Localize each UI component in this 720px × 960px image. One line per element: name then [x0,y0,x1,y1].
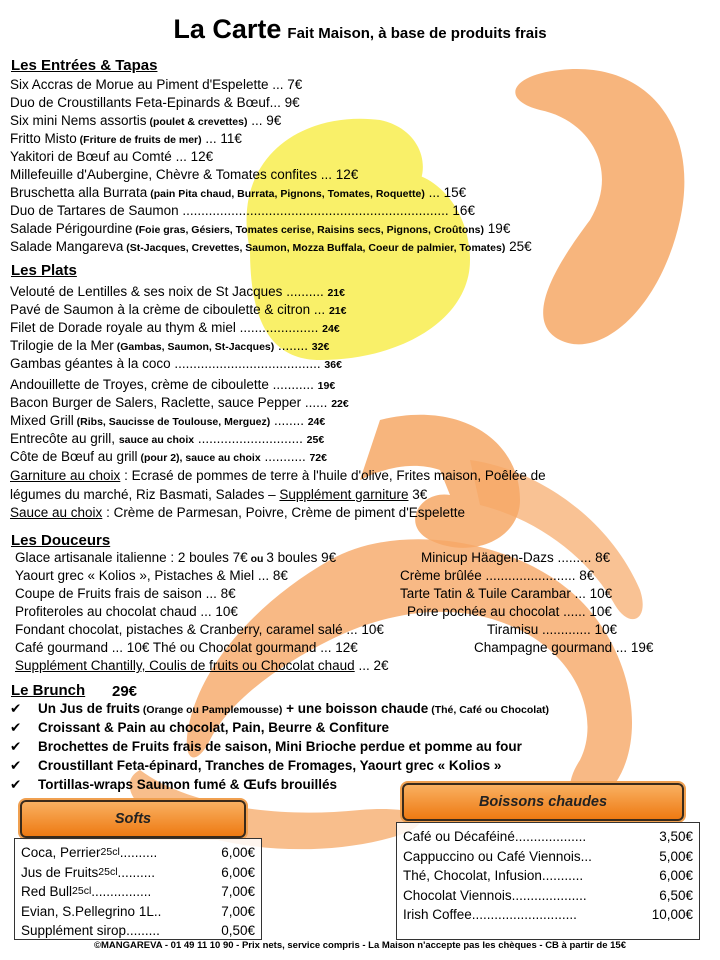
entree-separator: ... [171,149,191,164]
brunch-item-text: Croustillant Feta-épinard, Tranches de Fromages, Yaourt grec « Kolios » [38,758,502,773]
plat-name: Pavé de Saumon à la crème de ciboulette & citron [10,302,311,317]
brunch-item [10,757,549,776]
plat-separator: .......... [282,284,328,299]
check-icon: ✔ [10,777,22,792]
soft-dots: ......... [126,923,160,938]
entree-separator: ... [268,77,288,92]
entree-note: (Friture de fruits de mer) [76,134,202,146]
entree-note: (Foie gras, Gésiers, Tomates cerise, Raisins secs, Pignons, Croûtons) [132,224,485,236]
dessert-item-left: Coupe de Fruits frais de saison ... 8€ [15,586,236,601]
dessert-supplement: Supplément Chantilly, Coulis de fruits ou Chocolat chaud [15,658,355,673]
check-icon: ✔ [10,758,22,773]
entree-item [10,148,213,167]
hot-drink-item [403,905,693,925]
plat-item [10,376,335,395]
hot-drink-item [403,827,693,847]
entree-separator: ....................................................................... [178,203,453,218]
garniture-line [10,467,546,484]
hot-drink-item [403,847,693,867]
entree-separator: ... [269,95,285,110]
soft-volume: 25cl [72,885,92,897]
hot-drink-name: Irish Coffee [403,907,472,922]
soft-price: 6,00€ [221,864,255,880]
menu-title: La Carte [173,14,282,44]
plat-note: (Ribs, Saucisse de Toulouse, Merguez) [73,416,271,428]
soft-name: Jus de Fruits [21,864,99,880]
plat-item [10,301,346,320]
brunch-item [10,719,549,738]
dessert-item-right: Crème brûlée ........................ 8€ [400,568,595,583]
entree-price: 16€ [452,203,475,218]
entree-name: Duo de Croustillants Feta-Epinards & Bœuf [10,95,270,110]
soft-name: Supplément sirop [21,923,127,938]
hot-drink-name: Café ou Décaféiné [403,829,515,844]
section-heading-brunch [11,682,85,699]
sauce-line [10,504,465,521]
plat-name: Gambas géantes à la coco [10,356,171,371]
plat-item [10,319,340,338]
soft-price: 6,00€ [221,845,255,860]
soft-dots: .......... [117,864,156,880]
hot-drink-name: Thé, Chocolat, Infusion [403,868,542,883]
plat-note: (pour 2), sauce au choix [137,452,261,464]
hot-drink-price: 10,00€ [651,907,693,922]
plat-note: sauce au choix [118,434,195,446]
plat-price: 24€ [307,416,326,428]
entree-item [10,184,466,203]
plat-item [10,337,329,356]
hot-drink-price: 5,00€ [659,848,693,864]
plat-separator: ........... [260,449,310,464]
check-icon: ✔ [10,739,22,754]
plat-separator: ... [310,302,329,317]
soft-name: Coca, Perrier [21,845,101,860]
dessert-item-right: Tarte Tatin & Tuile Carambar ... 10€ [400,586,613,601]
hot-drink-price: 6,00€ [659,868,693,883]
soft-item [21,902,255,922]
entree-note: (pain Pita chaud, Burrata, Pignons, Tomates, Roquette) [147,188,425,200]
plat-price: 21€ [327,287,345,299]
entree-separator: ... [247,113,267,128]
entree-item [10,94,300,113]
entree-price: 7€ [287,77,303,92]
soft-price: 0,50€ [221,923,255,938]
dessert-supplement-line [15,657,388,674]
entree-note: (St-Jacques, Crevettes, Saumon, Mozza Buffala, Coeur de palmier, Tomates) [123,242,506,254]
entree-name: Millefeuille d'Aubergine, Chèvre & Tomates confites [10,167,317,182]
hot-drink-item [403,866,693,886]
dessert-glace-ou: ou [247,553,267,565]
hot-drink-dots: ................... [514,829,587,844]
plat-price: 21€ [328,305,347,317]
plat-price: 22€ [331,398,349,410]
plat-name: Bacon Burger de Salers, Raclette, sauce Pepper [10,395,302,410]
plat-item [10,283,345,302]
plat-note: (Gambas, Saumon, St-Jacques) [113,341,275,353]
soft-dots: .. [153,903,162,919]
soft-item [21,863,255,883]
hot-drink-dots: ... [580,848,592,864]
entree-separator: ... [424,185,444,200]
soft-item [21,843,255,863]
plat-price: 19€ [317,380,336,392]
entree-price: 9€ [284,95,300,110]
dessert-row-1 [15,549,336,568]
entree-price: 12€ [335,167,359,182]
soft-name: Red Bull [21,884,73,899]
softs-heading: Softs [114,811,152,827]
dessert-glace-a: Glace artisanale italienne : 2 boules 7€ [15,550,248,565]
dessert-item-right: Poire pochée au chocolat ...... 10€ [407,604,612,619]
entree-price: 11€ [220,131,242,146]
soft-dots: ................ [91,884,152,899]
entree-price: 25€ [509,239,532,254]
entree-note: (poulet & crevettes) [146,116,248,128]
entree-item [10,202,475,221]
plat-separator: ........... [268,377,318,392]
plat-item [10,412,325,431]
brunch-heading: Le Brunch [11,682,86,699]
boissons-chaudes-heading: Boissons chaudes [478,794,608,810]
plat-price: 25€ [306,434,325,446]
softs-box [14,838,262,940]
plat-price: 24€ [322,323,340,335]
soft-volume: 25cl [98,865,118,878]
dessert-supplement-price: ... 2€ [354,658,389,673]
plat-separator: ............................ [194,431,307,446]
sauce-label: Sauce au choix [10,505,103,520]
soft-price: 7,00€ [221,903,255,919]
plat-price: 36€ [324,359,342,371]
dessert-item-left: Café gourmand ... 10€ Thé ou Chocolat gourmand ... 12€ [15,640,358,655]
dessert-item-left: Profiteroles au chocolat chaud ... 10€ [15,604,238,619]
entree-price: 9€ [266,113,282,128]
plat-item [10,430,324,449]
brunch-item-text: Croissant & Pain au chocolat, Pain, Beurre & Confiture [38,720,390,735]
dessert-item-left: Yaourt grec « Kolios », Pistaches & Miel ... 8€ [15,568,288,583]
plat-item [10,448,327,467]
hot-drink-price: 3,50€ [659,829,693,844]
garniture-supplement-price: 3€ [408,487,428,502]
garniture-text-2: légumes du marché, Riz Basmati, Salades – [10,487,280,502]
garniture-supplement-label: Supplément garniture [279,487,409,502]
entree-separator: ... [317,167,336,182]
plat-separator: ........ [274,338,312,353]
plat-name: Andouillette de Troyes, crème de ciboulette [10,377,269,392]
dessert-item-right: Champagne gourmand ... 19€ [474,640,654,655]
entree-price: 12€ [190,149,214,164]
garniture-line-2 [10,486,427,503]
entree-item [10,76,302,95]
soft-item [21,921,255,941]
garniture-text: : Ecrasé de pommes de terre à l'huile d'olive, Frites maison, Poêlée de [120,468,546,483]
plat-name: Côte de Bœuf au grill [10,449,138,464]
plat-price: 72€ [309,452,327,464]
hot-drink-dots: ............................ [471,907,577,922]
section-heading-plats: Les Plats [11,262,77,279]
brunch-item-text-2: + une boisson chaude [282,701,429,716]
entree-price: 15€ [443,185,467,200]
plat-price: 32€ [311,341,330,353]
plat-separator: ..................... [235,320,323,335]
brunch-list [10,700,549,795]
entree-name: Six Accras de Morue au Piment d'Espelette [10,77,269,92]
brunch-item-note-2: (Thé, Café ou Chocolat) [428,704,550,716]
dessert-item-right: Tiramisu ............. 10€ [487,622,618,637]
check-icon: ✔ [10,720,22,735]
soft-name: Evian, S.Pellegrino 1L [21,903,154,919]
brunch-item-text: Brochettes de Fruits frais de saison, Mini Brioche perdue et pomme au four [38,739,522,754]
softs-list [21,843,255,941]
entree-item [10,130,242,149]
softs-heading-banner [20,800,246,838]
brunch-price: 29€ [112,683,138,700]
hot-drink-name: Chocolat Viennois [403,887,512,903]
plat-name: Velouté de Lentilles & ses noix de St Jacques [10,284,283,299]
brunch-item-note: (Orange ou Pamplemousse) [140,704,283,716]
soft-volume: 25cl [100,846,120,858]
soft-dots: .......... [119,845,158,860]
section-heading-entrees: Les Entrées & Tapas [11,57,158,74]
plat-item [10,394,349,413]
boissons-chaudes-box [396,822,700,940]
entree-name: Duo de Tartares de Saumon [10,203,179,218]
menu-header [0,14,720,45]
entree-item [10,166,358,185]
plat-name: Trilogie de la Mer [10,338,114,353]
entree-item [10,112,281,131]
boissons-chaudes-heading-banner [402,783,684,821]
hot-drink-price: 6,50€ [659,887,693,903]
plat-separator: ....................................... [170,356,325,371]
entree-item [10,238,532,257]
entree-name: Bruschetta alla Burrata [10,185,148,200]
garniture-label: Garniture au choix [10,468,121,483]
soft-item [21,882,255,902]
hot-drink-item [403,886,693,906]
plat-separator: ...... [301,395,332,410]
brunch-item [10,700,549,719]
entree-name: Six mini Nems assortis [10,113,147,128]
dessert-item-left: Fondant chocolat, pistaches & Cranberry, caramel salé ... 10€ [15,622,384,637]
hot-drink-dots: .................... [511,887,587,903]
plat-name: Filet de Dorade royale au thym & miel [10,320,236,335]
check-icon: ✔ [10,701,22,716]
boissons-chaudes-list [403,827,693,925]
entree-name: Salade Mangareva [10,239,124,254]
dessert-row-1-right: Minicup Häagen-Dazs ......... 8€ [421,550,611,565]
entree-separator: ... [201,131,221,146]
entree-item [10,220,510,239]
sauce-text: : Crème de Parmesan, Poivre, Crème de piment d'Espelette [102,505,466,520]
entree-price: 19€ [487,221,511,236]
entree-name: Salade Périgourdine [10,221,133,236]
entree-name: Fritto Misto [10,131,77,146]
menu-footer: ©MANGAREVA - 01 49 11 10 90 - Prix nets, service compris - La Maison n'accepte pas les chèques - CB à partir de 15€ [94,940,626,951]
section-heading-douceurs: Les Douceurs [11,532,111,549]
brunch-item-text: Un Jus de fruits [38,701,141,716]
hot-drink-dots: ........... [541,868,584,883]
plat-name: Mixed Grill [10,413,74,428]
brunch-item-text: Tortillas-wraps Saumon fumé & Œufs brouillés [38,777,338,792]
entree-name: Yakitori de Bœuf au Comté [10,149,172,164]
plat-item [10,355,342,374]
soft-price: 7,00€ [221,884,255,899]
plat-name: Entrecôte au grill, [10,431,119,446]
dessert-glace-b: 3 boules 9€ [266,550,337,565]
plat-separator: ........ [270,413,308,428]
hot-drink-name: Cappuccino ou Café Viennois [403,848,581,864]
menu-subtitle: Fait Maison, à base de produits frais [287,25,547,42]
brunch-item [10,738,549,757]
